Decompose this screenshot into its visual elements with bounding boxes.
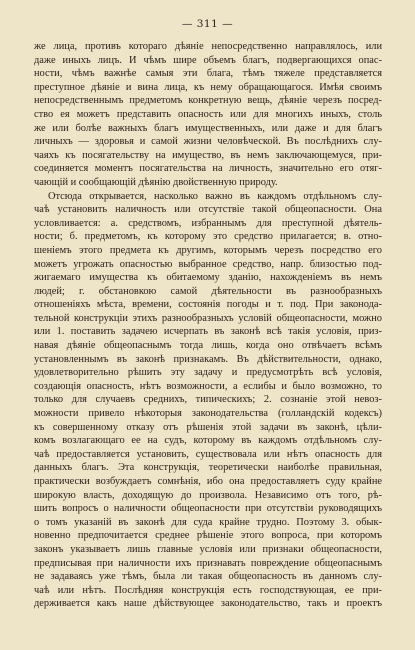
text-line: создающія опасность, нѣтъ возможности, а еслибы и было возможно, то (34, 380, 382, 392)
text-line: чаѣ или нѣтъ. Послѣдняя конструкція есть господствующая, ее при- (34, 584, 382, 596)
text-line: или 1. поставить задачею исчерпать въ законѣ всѣ такія условія, приз- (34, 326, 382, 338)
text-line: преступное дѣяніе и вина лица, къ нему обращающагося. Имѣя своимъ (34, 81, 382, 93)
text-line: данныхъ благъ. Эта конструкція, теоретически наиболѣе правильная, (34, 462, 382, 474)
text-line: только для случаевъ среднихъ, типическихъ; 2. сознаніе этой невоз- (34, 394, 382, 406)
text-line: личныхъ — здоровья и самой жизни человѣческой. Въ послѣднихъ слу- (34, 136, 382, 148)
text-line: чаѣ предоставляется установить, существовала или нѣтъ опасность для (34, 448, 382, 460)
text-line: ство ея можетъ представить опасность или для многихъ иныхъ, столь (34, 108, 382, 120)
text-line: же или болѣе важныхъ благъ имущественныхъ, или даже и для благъ (34, 122, 382, 134)
text-line: практически возбуждаетъ сомнѣнія, ибо она предоставляетъ суду крайне (34, 476, 382, 487)
text-line: непосредственнымъ предметомъ конкретную вещь, дѣяніе черезъ посред- (34, 95, 382, 107)
text-line: удовлетворительно рѣшить эту задачу и предусмотрѣть всѣ условія, (34, 367, 382, 379)
text-line: соединяется моментъ посягательства на личность, значительно его отяг- (34, 163, 382, 175)
text-line: предписывая при наличности ихъ признавать повреждение общеопаснымъ (34, 557, 382, 569)
text-line: не задаваясь уже тѣмъ, была ли такая общеопасность въ данномъ слу- (34, 571, 382, 583)
paragraph-start-line: Отсюда открывается, насколько важно въ каждомъ отдѣльномъ слу- (48, 190, 382, 202)
text-line: навая дѣяніе общеопаснымъ тогда лишь, когда оно отвѣчаетъ всѣмъ (34, 340, 382, 352)
text-line: жигаемаго имущества къ обитаемому зданію, нахожденіемъ въ немъ (34, 272, 382, 284)
text-line: ности, чѣмъ важнѣе самыя эти блага, тѣмъ тяжеле представляется (34, 68, 382, 80)
text-line: новенно предпочитается среднее рѣшеніе этого вопроса, при которомъ (34, 530, 382, 542)
text-line: даже иныхъ лицъ. И чѣмъ шире объемъ благъ, подвергающихся опас- (34, 54, 382, 66)
text-line: ности; б. предметомъ, къ которому это средство прилагается; в. отно- (34, 231, 382, 243)
text-line: шеніемъ этого предмета къ другимъ, которымъ черезъ посредство его (34, 244, 382, 256)
text-line: комъ возлагающаго ее на судъ, которому въ каждомъ отдѣльномъ слу- (34, 435, 382, 447)
text-line: условливается: а. средствомъ, избраннымъ для преступной дѣятель- (34, 217, 382, 229)
text-line: отношеніяхъ мѣста, времени, состоянія погоды и т. под. При законода- (34, 299, 382, 311)
text-line: шить вопросъ о наличности общеопасности при отсутствіи руководящихъ (34, 503, 382, 515)
text-line: чаѣ установить наличность или отсутствіе такой общеопасности. Она (34, 204, 382, 216)
text-line: тельной конструкціи этихъ разнообразныхъ условій общеопасности, можно (34, 312, 382, 324)
text-line: широкую власть, доходящую до произвола. Независимо отъ того, рѣ- (34, 489, 382, 501)
text-line: людей; г. обстановкою самой дѣятельности въ разнообразныхъ (34, 285, 382, 297)
text-line: чающій и сообщающій дѣянію двойственную природу. (34, 176, 278, 188)
text-line: установленнымъ въ законѣ признакамъ. Въ дѣйствительности, однако, (34, 353, 382, 365)
text-line: можетъ угрожать опасностью выбранное средство, напр. близостью под- (34, 258, 382, 270)
text-line: чаяхъ къ посягательству на имущество, въ немъ заключающемуся, при- (34, 149, 382, 161)
text-line: можности привело нѣкоторыя законодательства (голландскій кодексъ) (34, 408, 382, 420)
body-text (34, 40, 382, 611)
page-number: — 311 — (181, 18, 234, 30)
text-line: о томъ указаній въ законѣ для суда крайне трудно. Поэтому 3. обык- (34, 516, 382, 528)
text-line: же лица, противъ котораго дѣяніе непосредственно направлялось, или (34, 41, 382, 52)
text-line: законъ указываетъ лишь главные условія или признаки общеопасности, (34, 543, 382, 555)
text-line: къ совершенному отказу отъ рѣшенія этой задачи въ законѣ, цѣли- (34, 421, 382, 433)
text-line: держивается какъ наше дѣйствующее законодательство, такъ и проектъ (34, 598, 382, 610)
